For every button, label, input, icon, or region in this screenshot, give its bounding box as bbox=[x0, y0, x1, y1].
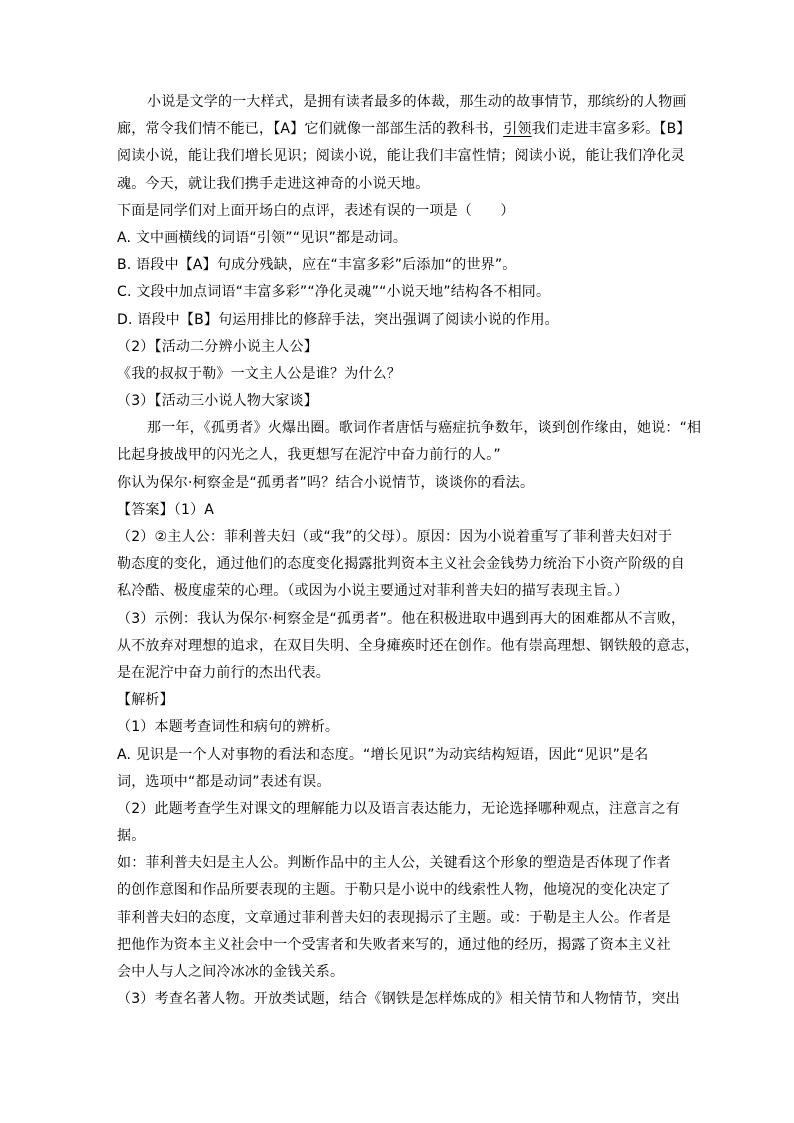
answer-line: 勒态度的变化，通过他们的态度变化揭露批判资本主义社会金钱势力统治下小资产阶级的自 bbox=[117, 556, 685, 573]
analysis-line: （1）本题考查词性和病句的辨析。 bbox=[117, 719, 340, 736]
analysis-line: A. 见识是一个人对事物的看法和态度。“增长见识”为动宾结构短语，因此“见识”是名 bbox=[117, 746, 649, 763]
text-line: 比起身披战甲的闪光之人，我更想写在泥泞中奋力前行的人。” bbox=[117, 447, 501, 464]
activity-two-heading: （2）【活动二分辨小说主人公】 bbox=[117, 338, 318, 355]
underlined-word: 引领 bbox=[503, 121, 532, 138]
activity-two-question: 《我的叔叔于勒》一文主人公是谁？为什么？ bbox=[117, 365, 401, 382]
analysis-line: （3）考查名著人物。开放类试题，结合《钢铁是怎样炼成的》相关情节和人物情节，突出 bbox=[117, 991, 680, 1008]
text-line: 那一年，《孤勇者》火爆出圈。歌词作者唐恬与癌症抗争数年，谈到创作缘由，她说：“相 bbox=[147, 420, 702, 437]
analysis-line: 的创作意图和作品所要表现的主题。于勒只是小说中的线索性人物，他境况的变化决定了 bbox=[117, 882, 671, 899]
question-stem: 下面是同学们对上面开场白的点评，表述有误的一项是（ ） bbox=[117, 202, 515, 219]
option-b: B. 语段中【A】句成分残缺，应在“丰富多彩”后添加“的世界”。 bbox=[117, 257, 517, 274]
answer-line: 从不放弃对理想的追求，在双目失明、全身瘫痪时还在创作。他有崇高理想、钢铁般的意志， bbox=[117, 637, 700, 654]
analysis-line: （2）此题考查学生对课文的理解能力以及语言表达能力，无论选择哪种观点，注意言之有 bbox=[117, 800, 680, 817]
text-line: 阅读小说，能让我们增长见识；阅读小说，能让我们丰富性情；阅读小说，能让我们净化灵 bbox=[117, 148, 685, 165]
text-line: 魂。今天，就让我们携手走进这神奇的小说天地。 bbox=[117, 175, 430, 192]
analysis-line: 据。 bbox=[117, 828, 146, 845]
text-line-with-underline bbox=[117, 116, 691, 143]
analysis-line: 菲利普夫妇的态度，文章通过菲利普夫妇的表现揭示了主题。或：于勒是主人公。作者是 bbox=[117, 909, 671, 926]
answer-line: 私冷酷、极度虚荣的心理。（或因为小说主要通过对菲利普夫妇的描写表现主旨。） bbox=[117, 583, 629, 600]
activity-three-heading: （3）【活动三小说人物大家谈】 bbox=[117, 393, 318, 410]
answer-line: （3）示例：我认为保尔·柯察金是“孤勇者”。他在积极进取中遇到再大的困难都从不言败， bbox=[117, 610, 686, 627]
analysis-line: 把他作为资本主义社会中一个受害者和失败者来写的，通过他的经历，揭露了资本主义社 bbox=[117, 936, 671, 953]
analysis-line: 会中人与人之间冷冰冰的金钱关系。 bbox=[117, 964, 345, 980]
activity-three-question: 你认为保尔·柯察金是“孤勇者”吗？结合小说情节，谈谈你的看法。 bbox=[117, 474, 535, 491]
answer-line: 是在泥泞中奋力前行的杰出代表。 bbox=[117, 664, 330, 681]
text-line: 小说是文学的一大样式，是拥有读者最多的体裁，那生动的故事情节，那缤纷的人物画 bbox=[147, 94, 687, 110]
analysis-line: 如：菲利普夫妇是主人公。判断作品中的主人公，关键看这个形象的塑造是否体现了作者 bbox=[117, 855, 671, 872]
option-c: C. 文段中加点词语“丰富多彩”“净化灵魂”“小说天地”结构各不相同。 bbox=[117, 284, 551, 301]
analysis-line: 词，选项中“都是动词”表述有误。 bbox=[117, 773, 331, 790]
answer-line: （2）②主人公：菲利普夫妇（或“我”的父母）。原因：因为小说着重写了菲利普夫妇对于 bbox=[117, 529, 673, 545]
document-body bbox=[117, 89, 702, 1013]
option-d: D. 语段中【B】句运用排比的修辞手法，突出强调了阅读小说的作用。 bbox=[117, 311, 559, 328]
analysis-heading: 【解析】 bbox=[117, 692, 174, 709]
text-segment: 我们走进丰富多彩。【B】 bbox=[531, 121, 691, 138]
option-a: A. 文中画横线的词语“引领”“见识”都是动词。 bbox=[117, 229, 408, 246]
answer-heading: 【答案】（1）A bbox=[117, 501, 215, 518]
text-segment: 廊，常令我们情不能已，【A】它们就像一部部生活的教科书， bbox=[117, 121, 504, 138]
